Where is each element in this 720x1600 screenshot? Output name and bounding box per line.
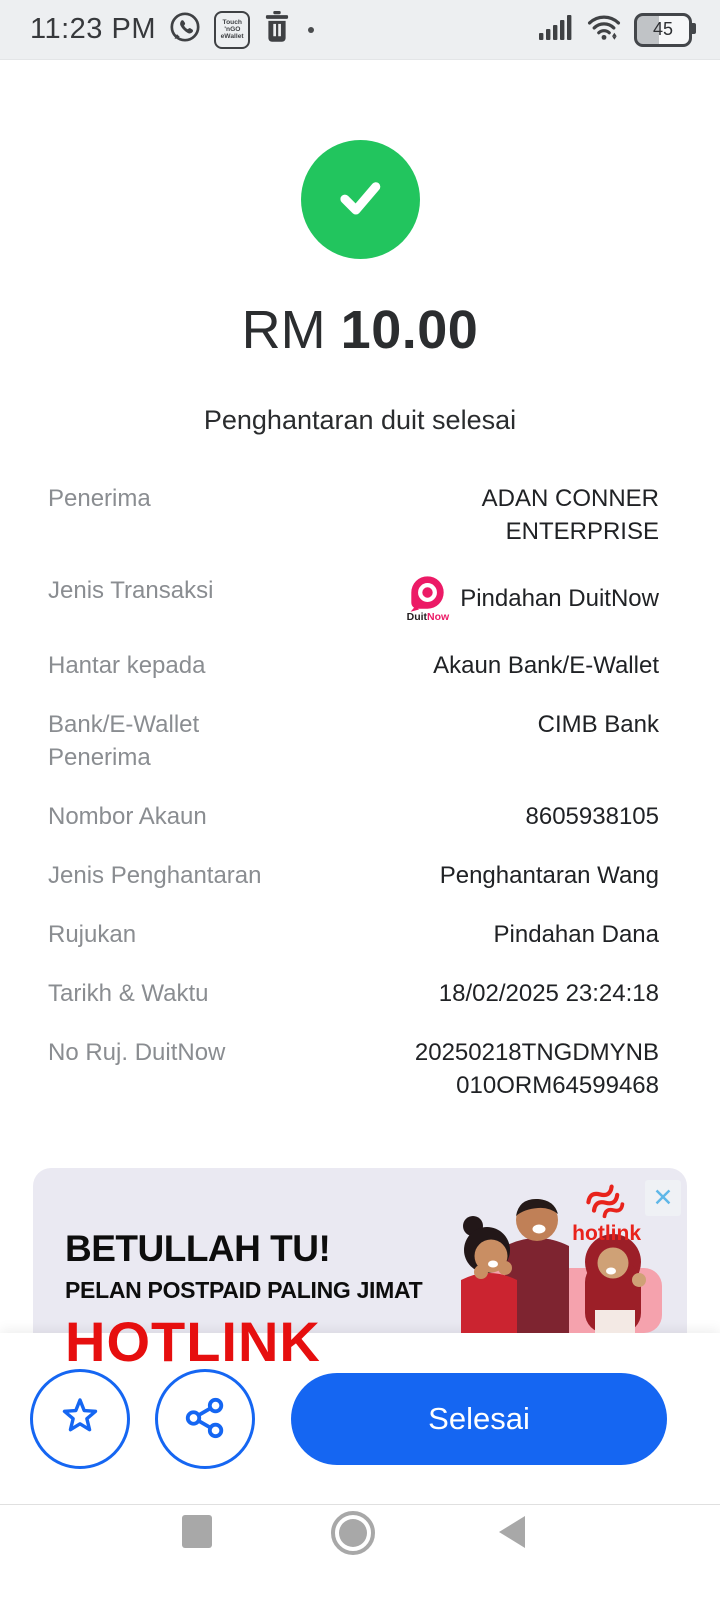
signal-icon [538,13,574,46]
status-bar-left [30,10,314,49]
home-icon[interactable] [331,1511,375,1555]
clock: 11:23 PM [30,13,156,45]
detail-label: Penerima [48,485,151,512]
detail-value: 18/02/2025 23:24:18 [438,979,659,1007]
android-nav-bar [0,1504,720,1600]
detail-label: Tarikh & Waktu [48,979,209,1007]
favorite-button[interactable] [30,1369,130,1469]
detail-value: CIMB Bank [537,710,659,738]
detail-label: Bank/E-Wallet Penerima [48,710,200,771]
detail-label: Jenis Transaksi [48,577,214,604]
ad-headline: BETULLAH TU! [65,1228,331,1269]
currency-code: RM [241,300,326,360]
detail-value: ADAN CONNER ENTERPRISE [481,485,659,545]
notification-dot [308,27,314,33]
detail-value-text: Pindahan DuitNow [460,584,659,612]
detail-label: Rujukan [48,920,137,948]
detail-label: Jenis Penghantaran [48,861,262,889]
whatsapp-icon [168,10,202,49]
trash-icon [262,11,292,48]
recents-icon[interactable] [182,1515,212,1548]
detail-value: 8605938105 [525,802,659,830]
transfer-amount [0,299,720,361]
hotlink-logo [572,1182,641,1246]
star-icon [56,1394,104,1445]
detail-label: Nombor Akaun [48,802,207,830]
tng-ewallet-icon: Touch 'nGO eWallet [214,11,250,49]
detail-value: 20250218TNGDMYNB010ORM64599468 [414,1038,659,1099]
detail-row-rujukan [48,918,659,951]
battery-percent: 45 [652,19,674,39]
detail-label: Hantar kepada [48,651,206,679]
detail-row-nombor-akaun [48,800,659,833]
check-icon [327,164,393,235]
battery-icon [634,13,692,47]
duitnow-caption: DuitNow [406,611,450,623]
detail-row-tarikh-waktu [48,977,659,1010]
detail-row-penerima [48,482,659,548]
detail-row-no-ruj-duitnow [48,1036,659,1102]
transaction-details [48,482,659,1102]
detail-value: Akaun Bank/E-Wallet [433,651,659,679]
ad-banner[interactable] [33,1168,687,1373]
ad-subheadline: PELAN POSTPAID PALING JIMAT [65,1277,423,1303]
detail-row-bank-penerima [48,708,659,774]
hotlink-wordmark: hotlink [572,1222,641,1245]
status-bar [0,0,720,60]
status-message: Penghantaran duit selesai [203,405,517,435]
detail-row-hantar-kepada [48,649,659,682]
ad-brand-text: HOTLINK [65,1310,321,1373]
duitnow-logo [407,574,450,623]
detail-value: Pindahan Dana [493,920,659,948]
detail-value: Penghantaran Wang [439,861,659,889]
ad-text-block [65,1228,422,1374]
success-check-circle [301,140,420,259]
detail-row-jenis-penghantaran [48,859,659,892]
ad-close-button[interactable]: ✕ [645,1180,681,1216]
detail-row-jenis-transaksi [48,574,659,623]
wifi-icon [586,12,622,47]
back-icon[interactable] [499,1516,525,1548]
done-button[interactable]: Selesai [291,1373,667,1465]
amount-value: 10.00 [340,300,479,360]
detail-label: No Ruj. DuitNow [48,1038,226,1066]
share-button[interactable] [155,1369,255,1469]
share-icon [182,1395,228,1444]
detail-value [407,574,659,623]
status-bar-right [538,12,692,47]
